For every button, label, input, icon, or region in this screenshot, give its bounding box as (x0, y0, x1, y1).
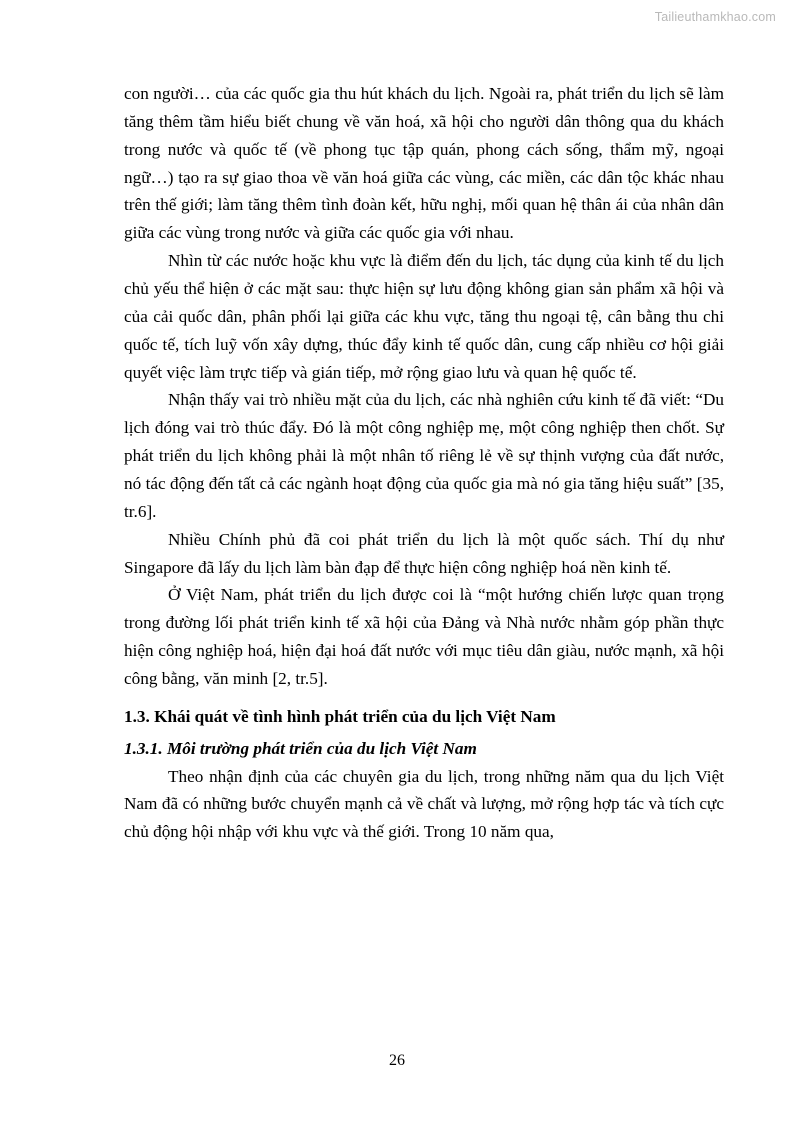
paragraph-5: Ở Việt Nam, phát triển du lịch được coi là “một hướng chiến lược quan trọng trong đường lối phát triển kinh tế xã hội của Đảng và Nhà nước nhằm góp phần thực hiện công nghiệp hoá, hiện đại hoá đất nước với mục tiêu dân giàu, nước mạnh, xã hội công bằng, văn minh [2, tr.5]. (124, 585, 724, 689)
paragraph-4: Nhiều Chính phủ đã coi phát triển du lịch là một quốc sách. Thí dụ như Singapore đã lấy du lịch làm bàn đạp để thực hiện công nghiệp hoá nền kinh tế. (124, 529, 724, 577)
document-body (124, 80, 724, 846)
section-subheading: 1.3.1. Môi trường phát triển của du lịch Việt Nam (124, 738, 477, 758)
paragraph-6: Theo nhận định của các chuyên gia du lịch, trong những năm qua du lịch Việt Nam đã có những bước chuyển mạnh cả về chất và lượng, mở rộng hợp tác và tích cực chủ động hội nhập với khu vực và thế giới. Trong 10 năm qua, (124, 766, 724, 842)
watermark-text: Tailieuthamkhao.com (654, 10, 776, 24)
section-heading: 1.3. Khái quát về tình hình phát triển của du lịch Việt Nam (124, 706, 556, 726)
paragraph-2: Nhìn từ các nước hoặc khu vực là điểm đến du lịch, tác dụng của kinh tế du lịch chủ yếu thể hiện ở các mặt sau: thực hiện sự lưu động không gian sản phẩm xã hội và của cải quốc dân, phân phối lại giữa các khu vực, tăng thu ngoại tệ, cân bằng thu chi quốc tế, tích luỹ vốn xây dựng, thúc đẩy kinh tế quốc dân, cung cấp nhiều cơ hội giải quyết việc làm trực tiếp và gián tiếp, mở rộng giao lưu và quan hệ quốc tế. (124, 251, 724, 382)
paragraph-3: Nhận thấy vai trò nhiều mặt của du lịch, các nhà nghiên cứu kinh tế đã viết: “Du lịch đóng vai trò thúc đẩy. Đó là một công nghiệp mẹ, một công nghiệp then chốt. Sự phát triển du lịch không phải là một nhân tố riêng lẻ về sự thịnh vượng của đất nước, nó tác động đến tất cả các ngành hoạt động của quốc gia mà nó gia tăng hiệu suất” [35, tr.6]. (124, 390, 724, 521)
paragraph-1: con người… của các quốc gia thu hút khách du lịch. Ngoài ra, phát triển du lịch sẽ làm tăng thêm tầm hiểu biết chung về văn hoá, xã hội cho người dân thông qua du khách trong nước và quốc tế (về phong tục tập quán, phong cách sống, thẩm mỹ, ngoại ngữ…) tạo ra sự giao thoa về văn hoá giữa các vùng, các miền, các dân tộc khác nhau trên thế giới; làm tăng thêm tình đoàn kết, hữu nghị, mối quan hệ thân ái của nhân dân giữa các vùng trong nước và giữa các quốc gia với nhau. (124, 84, 724, 243)
page-number: 26 (389, 1052, 405, 1069)
